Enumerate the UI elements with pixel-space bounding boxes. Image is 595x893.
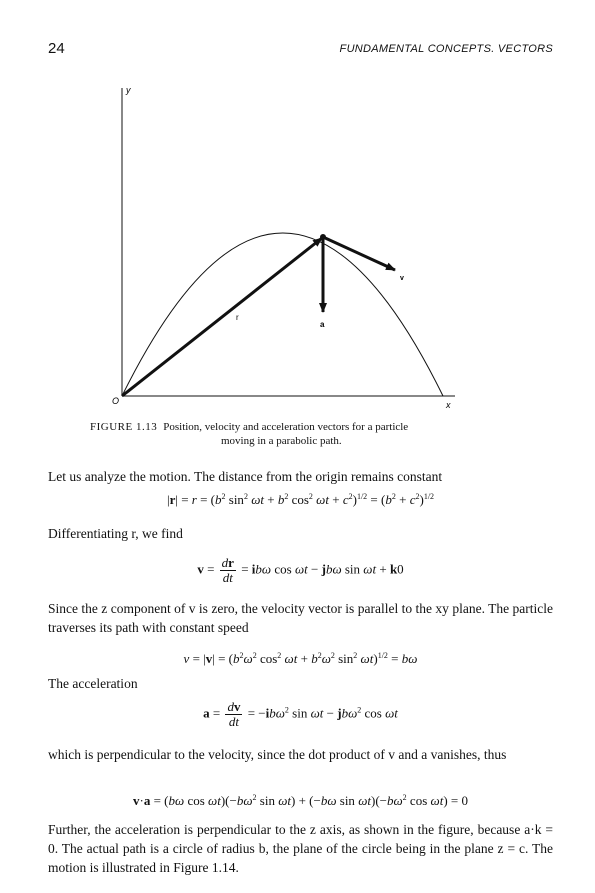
velocity-label: v (400, 275, 404, 282)
origin-label: O (112, 396, 120, 406)
running-title: FUNDAMENTAL CONCEPTS. VECTORS (339, 43, 553, 55)
figure-caption-line1: Position, velocity and acceleration vectors for a particle (163, 421, 409, 433)
paragraph-2: Differentiating r, we find (48, 526, 183, 541)
velocity-vector-arrow (323, 237, 395, 270)
page-number: 24 (48, 40, 65, 57)
x-axis-label: x (446, 400, 451, 410)
equation-velocity: v = $\frac{dr}{dt}$ = ibω cos ωt − jbω sin ωt + k0 (197, 555, 404, 585)
equation-speed: $v = |v| = (b^2\omega^2$ $\cos^2 \omega t + b^2\omega^2$ $\sin^2 \omega t)^{1/2} = b\omega$ (183, 651, 418, 666)
parabolic-path (122, 233, 443, 396)
figure-caption-label: FIGURE 1.13 (90, 421, 158, 433)
paragraph-5: which is perpendicular to the velocity, since the dot product of v and a vanishes, thus (48, 747, 507, 762)
y-axis-label: y (126, 85, 131, 95)
paragraph-3: Since the z component of v is zero, the velocity vector is parallel to the xy plane. The particle traverses its path with constant speed (48, 601, 553, 635)
equation-dot-product: v·a = (bω $\cos \omega t)(-b\omega^2$ sin ωt) + (−bω $\sin \omega t)(-b\omega^2$ cos ωt) = 0 (133, 793, 468, 808)
paragraph-1: Let us analyze the motion. The distance from the origin remains constant (48, 469, 443, 484)
particle-dot (320, 234, 326, 240)
equation-acceleration: a = $\frac{dv}{dt}$ = −ibω$^2$ sin ωt − jbω$^2$ cos ωt (203, 699, 398, 729)
position-vector-arrow (122, 238, 322, 396)
figure-caption-line2: moving in a parabolic path. (221, 435, 342, 447)
position-label: r (236, 313, 239, 322)
parabolic-path-figure (0, 0, 595, 420)
figure-caption (90, 420, 530, 448)
acceleration-label: a (320, 320, 325, 329)
paragraph-4: The acceleration (48, 676, 138, 691)
equation-distance: $|r| = r = (b^2$ $\sin^2 \omega t + b^2$ $\cos^2 \omega t + c^2)^{1/2} = (b^2 + c^2)^{1/2}$ (166, 492, 435, 507)
paragraph-6: Further, the acceleration is perpendicular to the z axis, as shown in the figure, because a·k = 0. The actual path is a circle of radius b, the plane of the circle being in the plane z = c. The motion is illustrated in Figure 1.14. (48, 822, 553, 875)
